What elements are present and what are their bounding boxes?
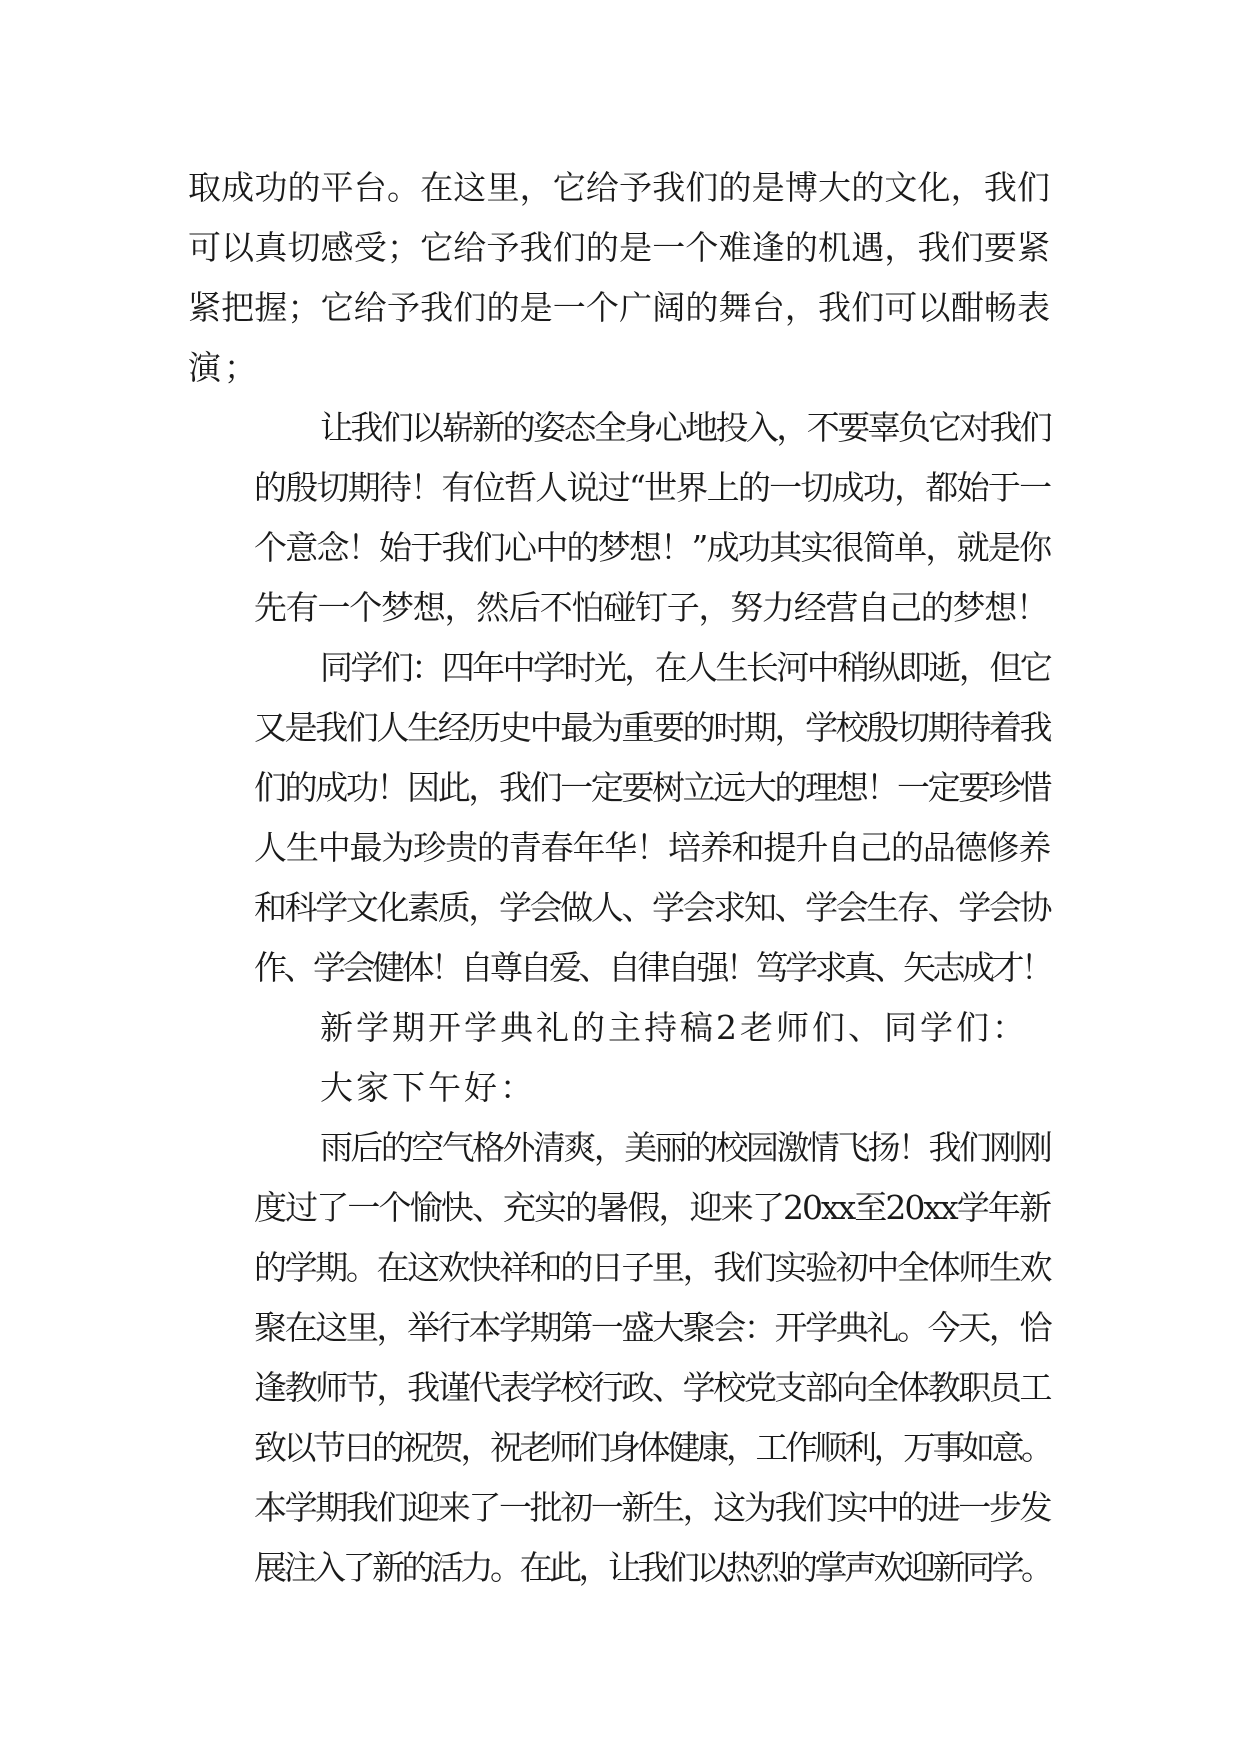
body-text [188,158,1050,1598]
text-line: 先有一个梦想，然后不怕碰钉子，努力经营自己的梦想！ [254,588,1048,627]
text-line: 雨后的空气格外清爽，美丽的校园激情飞扬！我们刚刚 [320,1128,1050,1167]
text-line: 和科学文化素质，学会做人、学会求知、学会生存、学会协 [254,888,1050,927]
text-line: 紧把握；它给予我们的是一个广阔的舞台，我们可以酣畅表 [188,288,1050,327]
paragraph-5 [188,1058,1050,1118]
text-line: 同学们：四年中学时光，在人生长河中稍纵即逝，但它 [320,648,1050,687]
text-line: 的殷切期待！有位哲人说过“世界上的一切成功，都始于一 [254,468,1051,507]
text-line: 度过了一个愉快、充实的暑假，迎来了20xx至20xx学年新 [254,1188,1050,1227]
text-line: 们的成功！因此，我们一定要树立远大的理想！一定要珍惜 [254,768,1050,807]
text-line: 展注入了新的活力。在此，让我们以热烈的掌声欢迎新同学。 [254,1548,1051,1587]
text-line: 可以真切感受；它给予我们的是一个难逢的机遇，我们要紧 [188,228,1050,267]
text-line: 大家下午好： [320,1068,536,1107]
paragraph-6 [188,1118,1050,1598]
text-line: 逢教师节，我谨代表学校行政、学校党支部向全体教职员工 [254,1368,1050,1407]
text-line: 又是我们人生经历史中最为重要的时期，学校殷切期待着我 [254,708,1050,747]
text-line: 让我们以崭新的姿态全身心地投入，不要辜负它对我们 [320,408,1050,447]
text-line: 新学期开学典礼的主持稿2老师们、同学们： [320,1008,1028,1047]
paragraph-4 [188,998,1050,1058]
text-line: 演； [188,348,260,387]
text-line: 人生中最为珍贵的青春年华！培养和提升自己的品德修养 [254,828,1050,867]
text-line: 取成功的平台。在这里，它给予我们的是博大的文化，我们 [188,168,1050,207]
text-line: 致以节日的祝贺，祝老师们身体健康，工作顺利，万事如意。 [254,1428,1051,1467]
paragraph-3 [188,638,1050,998]
paragraph-2 [188,398,1050,638]
text-line: 的学期。在这欢快祥和的日子里，我们实验初中全体师生欢 [254,1248,1050,1287]
text-line: 聚在这里，举行本学期第一盛大聚会：开学典礼。今天，恰 [254,1308,1050,1347]
paragraph-1 [188,158,1050,398]
text-line: 个意念！始于我们心中的梦想！”成功其实很简单，就是你 [254,528,1051,567]
text-line: 本学期我们迎来了一批初一新生，这为我们实中的进一步发 [254,1488,1050,1527]
text-line: 作、学会健体！自尊自爱、自律自强！笃学求真、矢志成才！ [254,948,1051,987]
